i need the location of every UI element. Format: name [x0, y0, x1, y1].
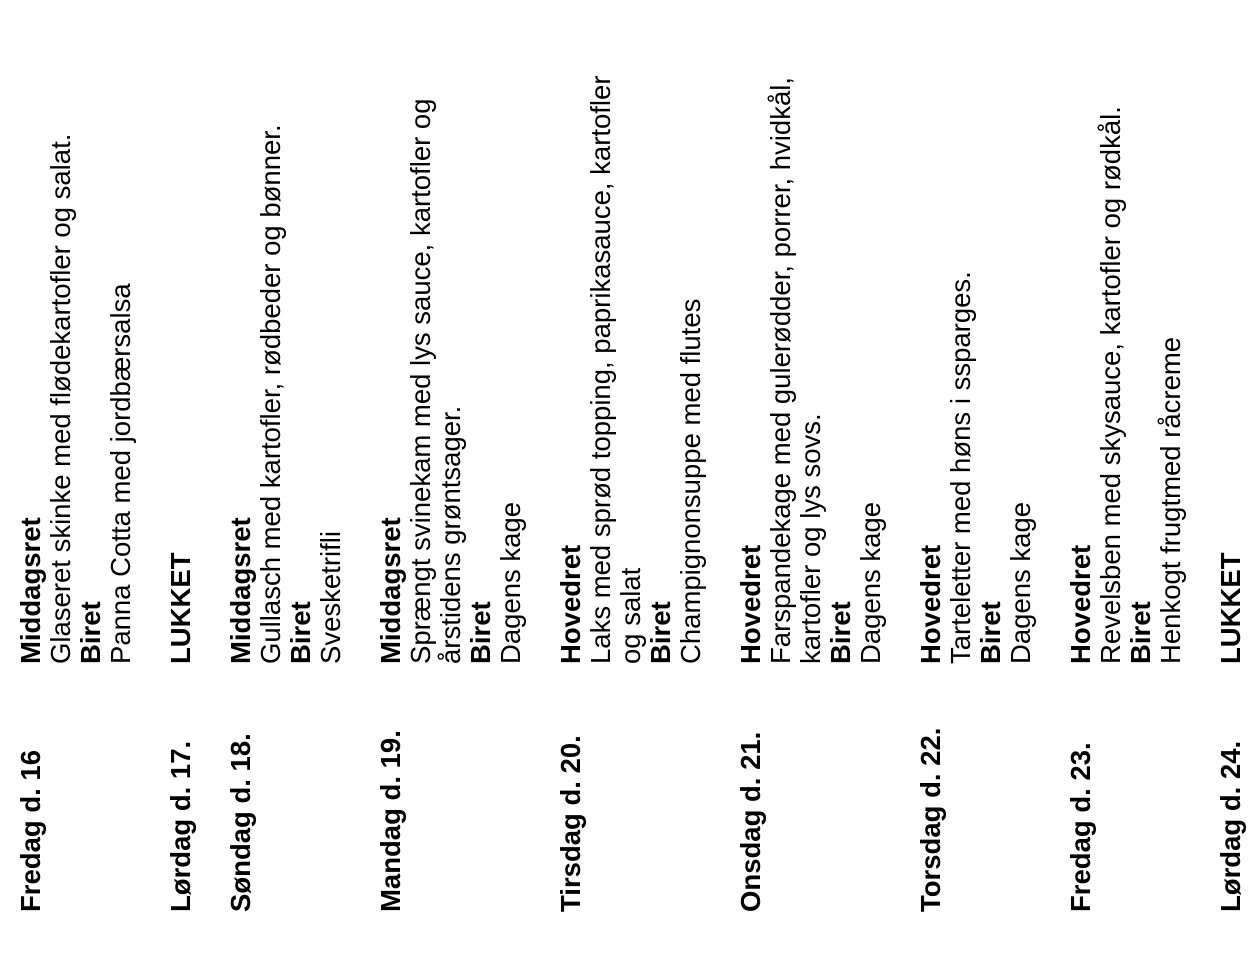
course-label: Biret [465, 601, 496, 664]
day-content [916, 44, 1036, 664]
course-text: Svesketrifli [315, 531, 346, 664]
course-text: Dagens kage [1005, 501, 1036, 664]
course-label: Hovedret [735, 544, 766, 664]
course-text: Champignonsuppe med flutes [675, 298, 706, 664]
course-label: Biret [645, 601, 676, 664]
day-content [1216, 44, 1246, 664]
course-text: Dagens kage [495, 501, 526, 664]
day-heading: Torsdag d. 22. [915, 727, 946, 912]
day-content [736, 44, 886, 664]
day-content [1066, 44, 1186, 664]
day-content [166, 44, 196, 664]
course-text: Sprængt svinekam med lys sauce, kartofler og årstidens grøntsager. [405, 98, 466, 664]
day-content [226, 44, 346, 664]
day-heading: Fredag d. 23. [1065, 742, 1096, 912]
day-heading: Lørdag d. 24. [1215, 740, 1246, 912]
course-label: Biret [975, 601, 1006, 664]
day-heading: Onsdag d. 21. [735, 731, 766, 912]
course-text: Gullasch med kartofler, rødbeder og bønner. [255, 124, 286, 664]
closed-label: LUKKET [1215, 552, 1246, 664]
course-text: Dagens kage [855, 501, 886, 664]
course-text: Tarteletter med høns i ssparges. [945, 271, 976, 664]
course-label: Biret [75, 601, 106, 664]
course-text: Revelsben med skysauce, kartofler og rødkål. [1095, 106, 1126, 664]
course-label: Middagsret [15, 517, 46, 664]
course-text: Henkogt frugtmed råcreme [1155, 336, 1186, 664]
day-heading: Tirsdag d. 20. [555, 735, 586, 912]
course-text: Farspandekage med gulerødder, porrer, hvidkål, kartofler og lys sovs. [765, 77, 826, 664]
course-label: Biret [1125, 601, 1156, 664]
course-text: Panna Cotta med jordbærsalsa [105, 283, 136, 664]
course-text: Glaseret skinke med flødekartofler og salat. [45, 133, 76, 664]
course-label: Biret [285, 601, 316, 664]
course-label: Hovedret [555, 544, 586, 664]
course-label: Middagsret [225, 517, 256, 664]
course-label: Hovedret [1065, 544, 1096, 664]
day-heading: Søndag d. 18. [225, 733, 256, 912]
day-heading: Lørdag d. 17. [165, 740, 196, 912]
course-text: Laks med sprød topping, paprikasauce, kartofler og salat [585, 75, 646, 664]
day-heading: Mandag d. 19. [375, 730, 406, 912]
course-label: Middagsret [375, 517, 406, 664]
course-label: Biret [825, 601, 856, 664]
day-content [376, 44, 526, 664]
closed-label: LUKKET [165, 552, 196, 664]
day-heading: Fredag d. 16 [15, 750, 46, 912]
course-label: Hovedret [915, 544, 946, 664]
day-content [556, 44, 706, 664]
day-content [16, 44, 136, 664]
